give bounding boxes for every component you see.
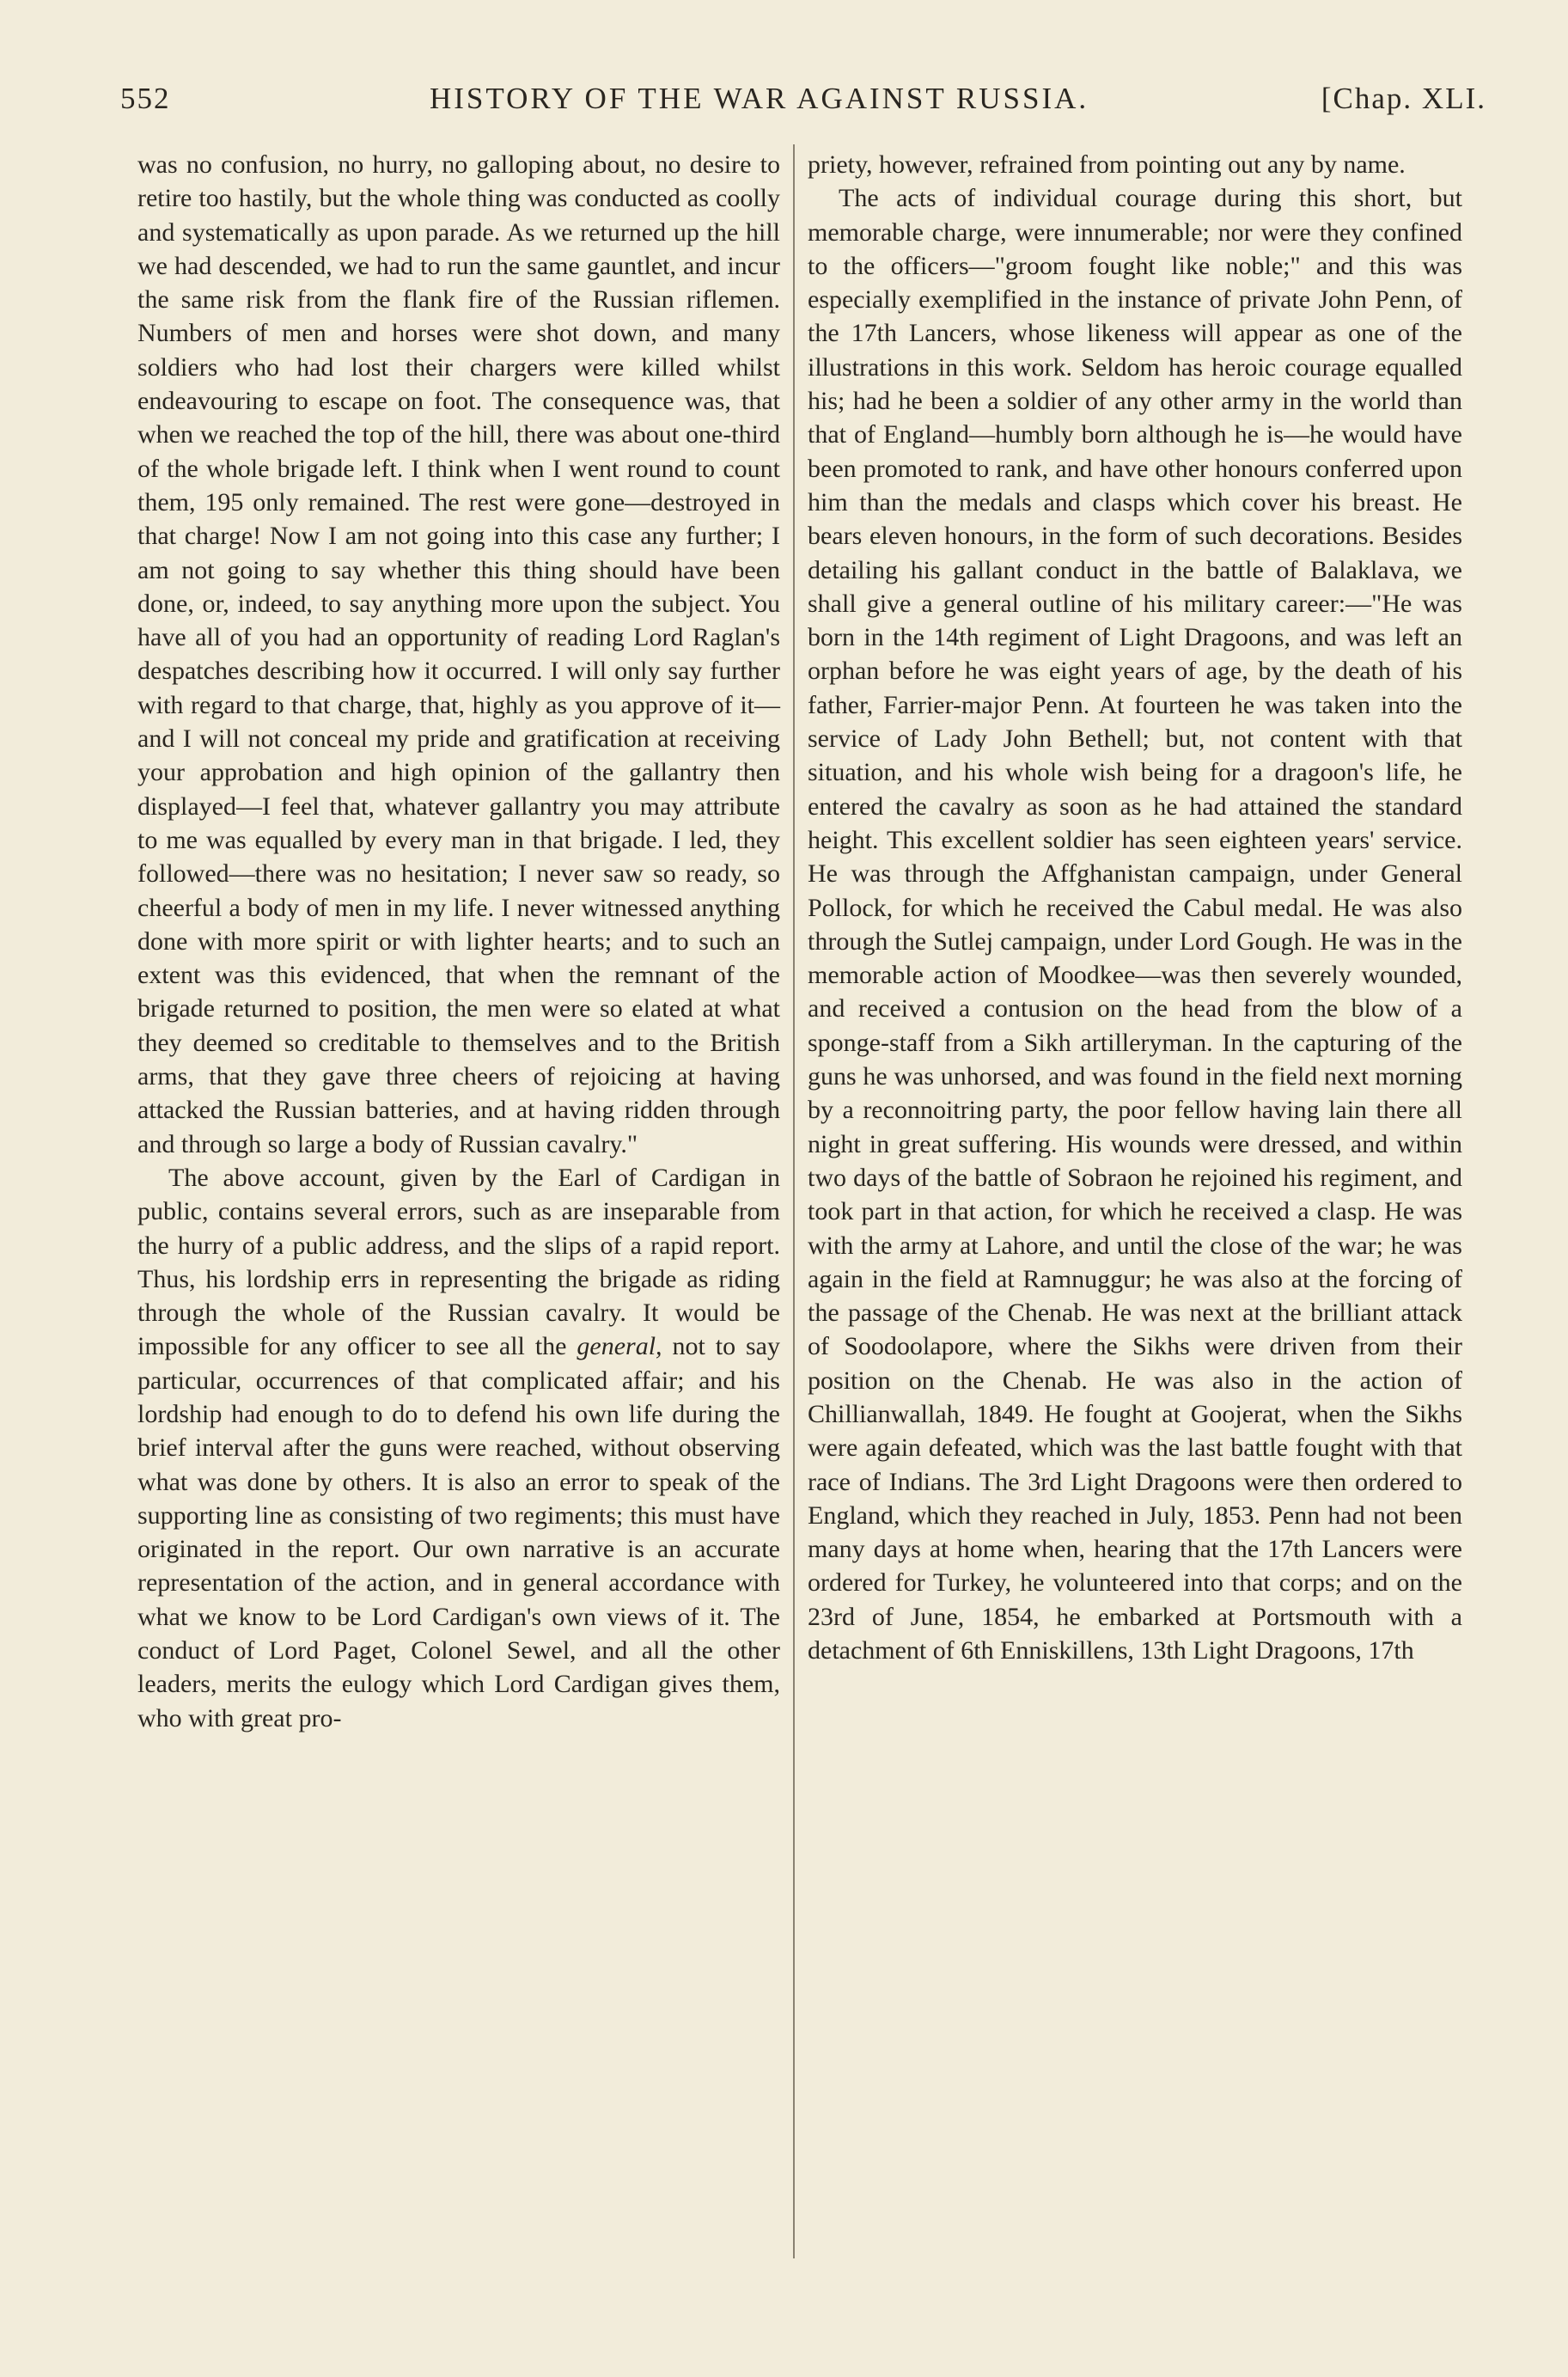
right-column — [808, 148, 1462, 1667]
paragraph-john-penn: The acts of individual courage during this short, but memorable charge, were innumerable; nor were they confined to the officers—"groom fought like noble;" and this was especially exemplified in the instance of private John Penn, of the 17th Lancers, whose likeness will appear as one of the illustrations in this work. Seldom has heroic courage equalled his; had he been a soldier of any other army in the world than that of England—humbly born although he is—he would have been promoted to rank, and have other honours conferred upon him than the medals and clasps which cover his breast. He bears eleven honours, in the form of such decorations. Besides detailing his gallant conduct in the battle of Balaklava, we shall give a general outline of his military career:—"He was born in the 14th regiment of Light Dragoons, and was left an orphan before he was eight years of age, by the death of his father, Farrier-major Penn. At fourteen he was taken into the service of Lady John Bethell; but, not content with that situation, and his whole wish being for a dragoon's life, he entered the cavalry as soon as he had attained the standard height. This excellent soldier has seen eighteen years' service. He was through the Affghanistan campaign, under General Pollock, for which he received the Cabul medal. He was also through the Sutlej campaign, under Lord Gough. He was in the memorable action of Moodkee—was then severely wounded, and received a contusion on the head from the blow of a sponge-staff from a Sikh artilleryman. In the capturing of the guns he was unhorsed, and was found in the field next morning by a reconnoitring party, the poor fellow having lain there all night in great suffering. His wounds were dressed, and within two days of the battle of Sobraon he rejoined his regiment, and took part in that action, for which he received a clasp. He was with the army at Lahore, and until the close of the war; he was again in the field at Ramnuggur; he was also at the forcing of the passage of the Chenab. He was next at the brilliant attack of Soodoolapore, where the Sikhs were driven from their position on the Chenab. He was also in the action of Chillianwallah, 1849. He fought at Goojerat, when the Sikhs were again defeated, which was the last battle fought with that race of Indians. The 3rd Light Dragoons were then ordered to England, which they reached in July, 1853. Penn had not been many days at home when, hearing that the 17th Lancers were ordered for Turkey, he volunteered into that corps; and on the 23rd of June, 1854, he embarked at Portsmouth with a detachment of 6th Enniskillens, 13th Light Dragoons, 17th — [808, 184, 1462, 1665]
page-header — [120, 69, 1486, 129]
column-divider — [793, 144, 795, 2258]
page-number: 552 — [120, 82, 171, 115]
running-title: HISTORY OF THE WAR AGAINST RUSSIA. — [430, 82, 1089, 115]
italic-text: general, — [577, 1332, 662, 1361]
left-column — [137, 148, 780, 1735]
paragraph-text: not to say particular, occurrences of that complicated affair; and his lordship had enough to do to defend his own life during the brief interval after the guns were reached, without observing what was done by others. It is also an error to speak of the supporting line as consisting of two regiments; this must have originated in the report. Our own narrative is an accurate representation of the action, and in general accordance with what we know to be Lord Cardigan's own views of it. The conduct of Lord Paget, Colonel Sewel, and all the other leaders, merits the eulogy which Lord Cardigan gives them, who with great pro- — [137, 1332, 780, 1732]
paragraph-account-errors — [137, 1161, 780, 1735]
chapter-reference: [Chap. XLI. — [1321, 82, 1486, 115]
paragraph-continuation: priety, however, refrained from pointing out any by name. — [808, 150, 1406, 179]
paragraph-text: The above account, given by the Earl of Cardigan in public, contains several errors, such as are inseparable from the hurry of a public address, and the slips of a rapid report. Thus, his lordship errs in representing the brigade as riding through the whole of the Russian cavalry. It would be impossible for any officer to see all the — [137, 1163, 780, 1361]
paragraph-cardigan-speech-end: was no confusion, no hurry, no galloping about, no desire to retire too hastily, but the whole thing was conducted as coolly and systematically as upon parade. As we returned up the hill we had descended, we had to run the same gauntlet, and incur the same risk from the flank fire of the Russian riflemen. Numbers of men and horses were shot down, and many soldiers who had lost their chargers were killed whilst endeavouring to escape on foot. The consequence was, that when we reached the top of the hill, there was about one-third of the whole brigade left. I think when I went round to count them, 195 only remained. The rest were gone—destroyed in that charge! Now I am not going into this case any further; I am not going to say whether this thing should have been done, or, indeed, to say anything more upon the subject. You have all of you had an opportunity of reading Lord Raglan's despatches describing how it occurred. I will only say further with regard to that charge, that, highly as you approve of it—and I will not conceal my pride and gratification at receiving your approbation and high opinion of the gallantry then displayed—I feel that, whatever gallantry you may attribute to me was equalled by every man in that brigade. I led, they followed—there was no hesitation; I never saw so ready, so cheerful a body of men in my life. I never witnessed anything done with more spirit or with lighter hearts; and to such an extent was this evidenced, that when the remnant of the brigade returned to position, the men were so elated at what they deemed so creditable to themselves and to the British arms, that they gave three cheers of rejoicing at having attacked the Russian batteries, and at having ridden through and through so large a body of Russian cavalry." — [137, 150, 780, 1158]
